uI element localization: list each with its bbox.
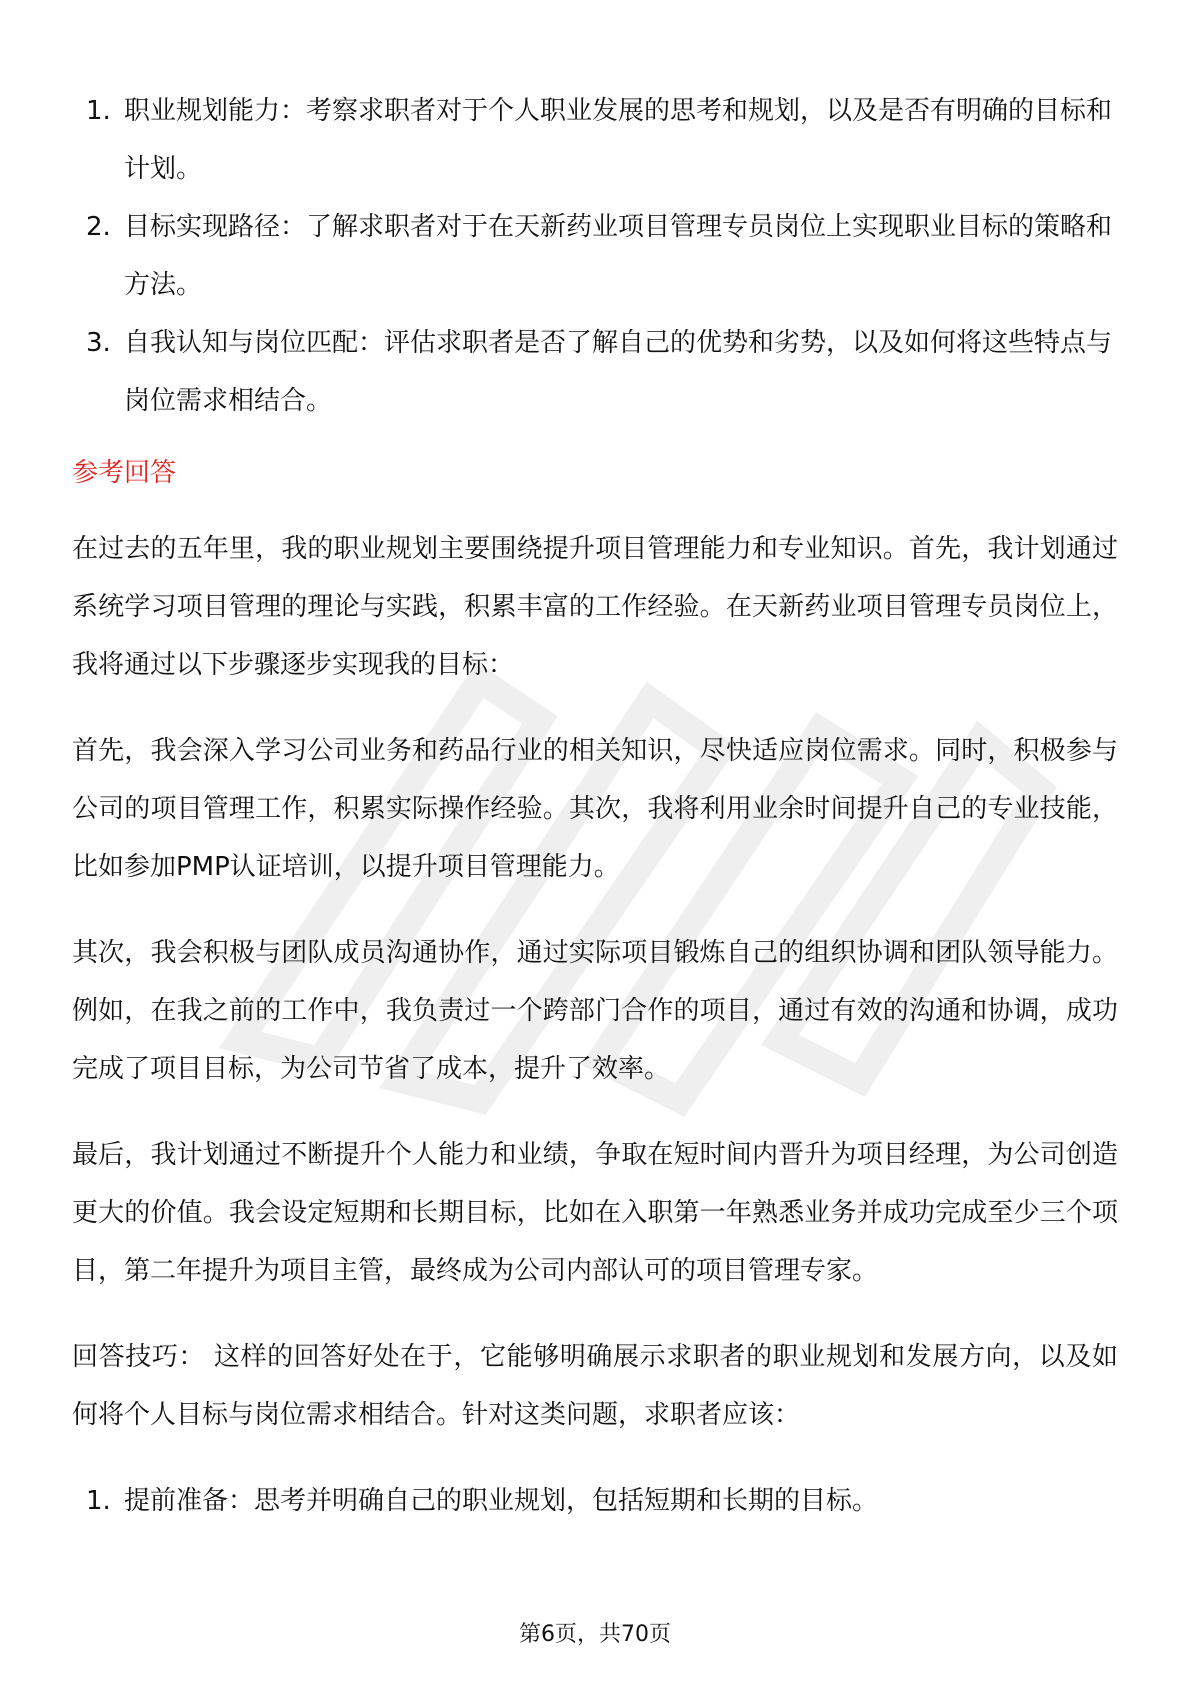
answer-paragraph: 最后，我计划通过不断提升个人能力和业绩，争取在短时间内晋升为项目经理，为公司创造更大的价值。我会设定短期和长期目标，比如在入职第一年熟悉业务并成功完成至少三个项目，第二年提升为项目主管，最终成为公司内部认可的项目管理专家。 [72,1140,1118,1286]
reference-answer-heading: 参考回答 [72,458,177,488]
list-number: 3. [86,328,111,358]
answer-paragraph: 在过去的五年里，我的职业规划主要围绕提升项目管理能力和专业知识。首先，我计划通过系统学习项目管理的理论与实践，积累丰富的工作经验。在天新药业项目管理专员岗位上，我将通过以下步骤逐步实现我的目标： [72,534,1118,680]
page-footer: 第6页，共70页 [519,1622,671,1647]
list-text: 自我认知与岗位匹配：评估求职者是否了解自己的优势和劣势，以及如何将这些特点与岗位需求相结合。 [124,328,1113,416]
list-text: 目标实现路径：了解求职者对于在天新药业项目管理专员岗位上实现职业目标的策略和方法。 [124,212,1113,300]
list-number: 1. [86,1486,111,1516]
list-text: 职业规划能力：考察求职者对于个人职业发展的思考和规划，以及是否有明确的目标和计划。 [124,96,1113,184]
list-number: 2. [86,212,111,242]
tips-list [72,1472,1118,1530]
list-number: 1. [86,96,111,126]
content-area [72,82,1118,1530]
list-item [72,1472,1118,1530]
answer-paragraph: 其次，我会积极与团队成员沟通协作，通过实际项目锻炼自己的组织协调和团队领导能力。例如，在我之前的工作中，我负责过一个跨部门合作的项目，通过有效的沟通和协调，成功完成了项目目标，为公司节省了成本，提升了效率。 [72,938,1118,1084]
list-item [72,314,1118,430]
answer-tips-paragraph: 回答技巧： 这样的回答好处在于，它能够明确展示求职者的职业规划和发展方向，以及如何将个人目标与岗位需求相结合。针对这类问题，求职者应该： [72,1342,1118,1430]
question-focus-list [72,82,1118,430]
list-item [72,82,1118,198]
answer-paragraph: 首先，我会深入学习公司业务和药品行业的相关知识，尽快适应岗位需求。同时，积极参与公司的项目管理工作，积累实际操作经验。其次，我将利用业余时间提升自己的专业技能，比如参加PMP认证培训，以提升项目管理能力。 [72,736,1118,882]
list-text: 提前准备：思考并明确自己的职业规划，包括短期和长期的目标。 [124,1486,879,1516]
list-item [72,198,1118,314]
